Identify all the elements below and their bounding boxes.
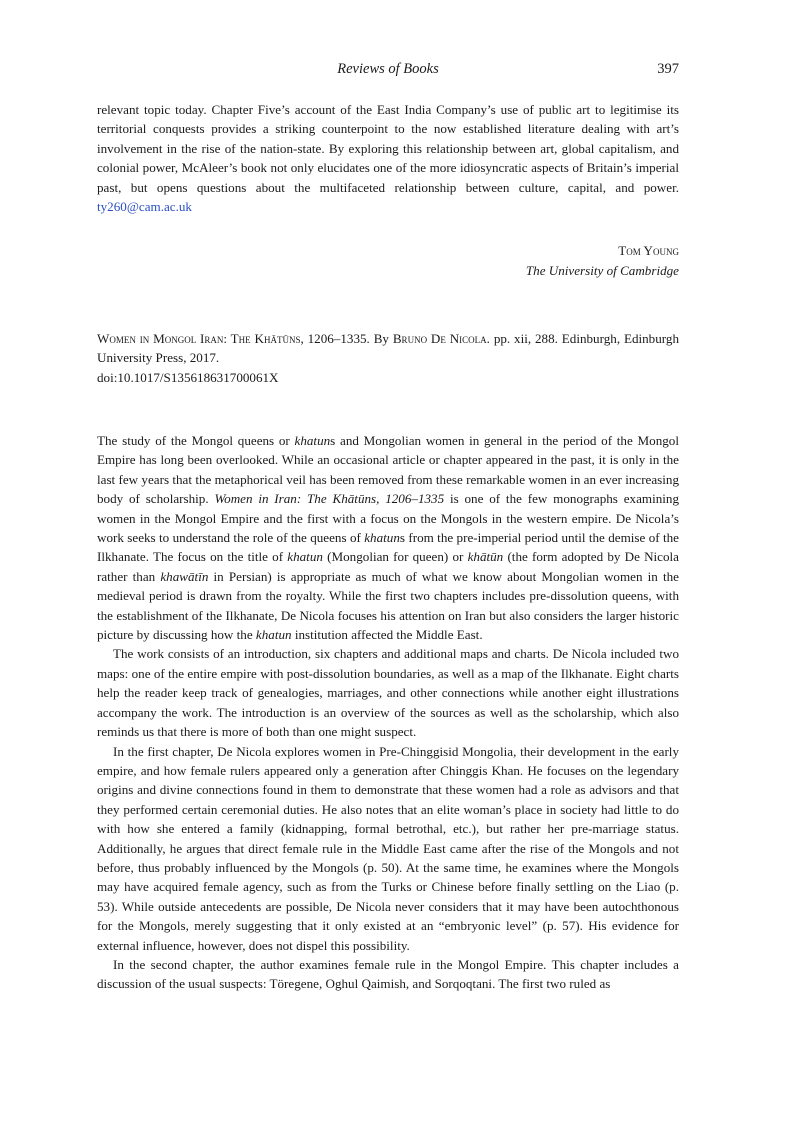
review-body [97, 431, 679, 994]
book-citation-line [97, 329, 679, 368]
review-italic-term: khatun [287, 549, 323, 565]
running-title: Reviews of Books [337, 61, 439, 77]
previous-review-paragraph [97, 100, 679, 216]
reviewer-name: Tom Young [618, 243, 679, 258]
book-author: Bruno De Nicola. [392, 331, 490, 346]
review-paragraph-4: In the second chapter, the author examines female rule in the Mongol Empire. This chapter includes a discussion of the usual suspects: Töregene, Oghul Qaimish, and Sorqoqtani. The first two ruled as [97, 956, 679, 992]
reviewer-affiliation: The University of Cambridge [525, 263, 679, 278]
review-italic-book-title: Women in Iran: The Khātūns, 1206–1335 [214, 491, 445, 507]
book-by: By [373, 331, 389, 346]
review-text: (the form adopted by De Nicola rather than [97, 549, 679, 584]
review-paragraph-3: In the first chapter, De Nicola explores women in Pre-Chinggisid Mongolia, their development in the early empire, and how female rulers appeared only a generation after Chinggis Khan. He focuses on the legendary origins and divine connections found in them to demonstrate that these women had a role as advisors and that they performed certain ceremonial duties. He also notes that an elite woman’s place in society had little to do with how she entered a family (kidnapping, formal betrothal, etc.), but rather her pre-marriage status. Additionally, he argues that direct female rule in the Middle East came after the rise of the Mongols and not before, thus probably influenced by the Mongols (p. 50). At the same time, he examines where the Mongols may have acquired female agency, such as from the Turks or Chinese before finally settling on the Liao (p. 53). While outside antecedents are possible, De Nicola never considers that it may have been autochthonous for the Mongols, merely suggesting that it only existed at an “embryonic level” (p. 57). His evidence for external influence, however, does not dispel this possibility. [97, 743, 679, 953]
review-italic-term: khawātīn [160, 568, 209, 584]
review-text: institution affected the Middle East. [291, 627, 483, 643]
book-title: Women in Mongol Iran: The Khātūns, 1206–1335. [97, 331, 370, 346]
review-text: in Persian) is appropriate as much of what we know about Mongolian women in the medieval period is drawn from the royalty. While the first two chapters includes pre-dissolution queens, with the establishment of the Ilkhanate, De Nicola focuses his attention on Iran but also considers the larger historic picture by discussing how the [97, 568, 679, 643]
review-text: (Mongolian for queen) or [322, 549, 468, 565]
review-italic-term: khatun [294, 433, 331, 448]
review-italic-term: khatun [364, 530, 400, 546]
review-text: is one of the few monographs examining women in the Mongol Empire and the first with a focus on the Mongols in the western empire. De Nicola’s work seeks to understand the role of the queens of [97, 491, 679, 546]
review-paragraph-1 [97, 431, 679, 644]
book-citation [97, 329, 679, 387]
review-text: s from the pre-imperial period until the demise of the Ilkhanate. The focus on the title of [97, 530, 679, 565]
previous-review-text: relevant topic today. Chapter Five’s account of the East India Company’s use of public art to legitimise its territorial conquests provides a striking counterpoint to the now established literature dealing with art’s involvement in the rise of the nation-state. By exploring this relationship between art, global capitalism, and colonial power, McAleer’s book not only elucidates one of the more idiosyncratic aspects of Britain’s imperial past, but opens questions about the multifaceted relationship between culture, capital, and power. [97, 102, 679, 195]
review-italic-term: khatun [255, 627, 292, 643]
review-italic-term: khātūn [467, 549, 504, 565]
book-doi: doi:10.1017/S135618631700061X [97, 369, 279, 385]
review-text: s and Mongolian women in general in the period of the Mongol Empire has long been overlooked. While an occasional article or chapter appeared in the past, it is only in the last few years that the metaphorical veil has been removed from these remarkable women in an ever increasing body of scholarship. [97, 433, 679, 507]
previous-review-tail [97, 100, 679, 216]
review-text: The study of the Mongol queens or [97, 433, 295, 448]
reviewer-email-link[interactable]: ty260@cam.ac.uk [97, 199, 192, 215]
page-number: 397 [657, 61, 679, 77]
reviewer-signature [526, 241, 679, 281]
book-details: pp. xii, 288. Edinburgh, Edinburgh University Press, 2017. [97, 331, 679, 366]
review-paragraph-2: The work consists of an introduction, six chapters and additional maps and charts. De Nicola included two maps: one of the entire empire with post-dissolution boundaries, as well as a map of the Ilkhanate. Eight charts help the reader keep track of genealogies, marriages, and other connections while another eight illustrations accompany the work. The introduction is an overview of the sources as well as the scholarship, which also reminds us that there is more of both than one might suspect. [97, 646, 679, 740]
running-head [97, 61, 679, 83]
